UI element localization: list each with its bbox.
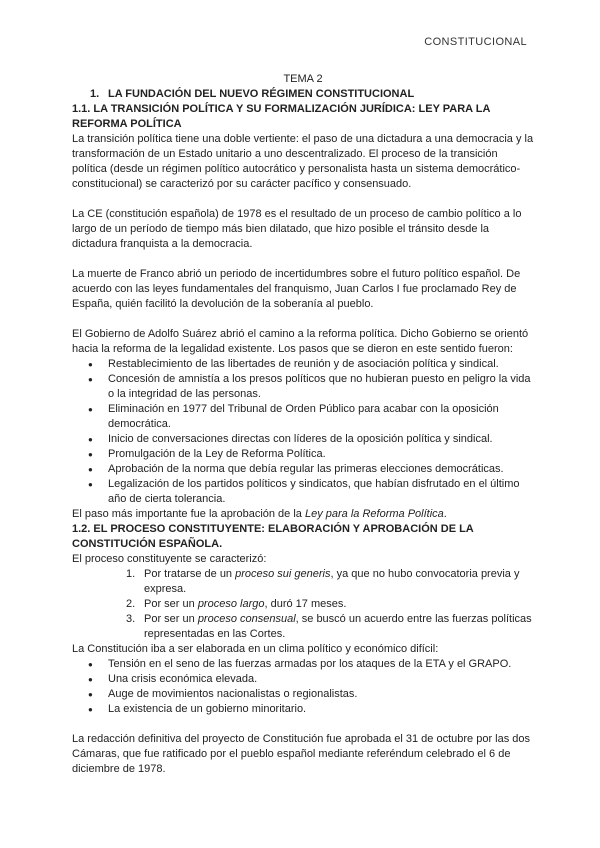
list-item: 1. Por tratarse de un proceso sui generis, ya que no hubo convocatoria previa y expresa. xyxy=(126,568,520,595)
list-item: ● Eliminación en 1977 del Tribunal de Orden Público para acabar con la oposición democrática. xyxy=(72,402,534,432)
paragraph-muerte-franco: La muerte de Franco abrió un periodo de incertidumbres sobre el futuro político español. De acuerdo con las leyes fundamentales del franquismo, Juan Carlos I fue proclamado Rey de España, quién facilitó la devolución de la soberanía al pueblo. xyxy=(72,268,521,310)
list-item: ● Legalización de los partidos políticos y sindicatos, que habían disfrutado en el último año de cierta tolerancia. xyxy=(72,477,534,507)
list-item: ● Restablecimiento de las libertades de reunión y de asociación política y sindical. xyxy=(72,357,534,372)
page-header: CONSTITUCIONAL xyxy=(424,36,527,48)
list-item: ● Tensión en el seno de las fuerzas armadas por los ataques de la ETA y el GRAPO. xyxy=(72,657,534,672)
list-item: 3. Por ser un proceso consensual, se buscó un acuerdo entre las fuerzas políticas representadas en las Cortes. xyxy=(126,613,532,640)
paragraph-paso-importante: El paso más importante fue la aprobación de la Ley para la Reforma Política. xyxy=(72,508,447,520)
list-item: ● Aprobación de la norma que debía regular las primeras elecciones democráticas. xyxy=(72,462,534,477)
characteristics-list xyxy=(72,567,534,642)
list-item: ● Inicio de conversaciones directas con líderes de la oposición política y sindical. xyxy=(72,432,534,447)
climate-list xyxy=(72,657,534,717)
subsection-heading-1-2: 1.2. EL PROCESO CONSTITUYENTE: ELABORACIÓN Y APROBACIÓN DE LA CONSTITUCIÓN ESPAÑOLA. xyxy=(72,523,474,550)
list-item: ● Una crisis económica elevada. xyxy=(72,672,534,687)
paragraph-redaccion-definitiva: La redacción definitiva del proyecto de Constitución fue aprobada el 31 de octubre por las dos Cámaras, que fue ratificado por el pueblo español mediante referéndum celebrado el 6 de diciembre de 1978. xyxy=(72,733,531,775)
reform-steps-list xyxy=(72,357,534,507)
law-title: Ley para la Reforma Política xyxy=(304,508,444,520)
paragraph-ce-1978: La CE (constitución española) de 1978 es el resultado de un proceso de cambio político a lo largo de un período de tiempo más bien dilatado, que hizo posible el tránsito desde la dictadura franquista a la democracia. xyxy=(72,208,522,250)
section-heading-1 xyxy=(72,87,534,102)
paragraph-proceso-constituyente: El proceso constituyente se caracterizó: xyxy=(72,553,267,565)
subsection-heading-1-1: 1.1. LA TRANSICIÓN POLÍTICA Y SU FORMALIZACIÓN JURÍDICA: LEY PARA LA REFORMA POLÍTICA xyxy=(72,103,491,130)
tema-title: TEMA 2 xyxy=(283,73,323,85)
list-item: ● La existencia de un gobierno minoritario. xyxy=(72,702,534,717)
list-item: ● Promulgación de la Ley de Reforma Política. xyxy=(72,447,534,462)
section-number: 1. xyxy=(90,88,100,100)
paragraph-clima: La Constitución iba a ser elaborada en un clima político y económico difícil: xyxy=(72,643,439,655)
paragraph-gobierno-suarez: El Gobierno de Adolfo Suárez abrió el camino a la reforma política. Dicho Gobierno se orientó hacia la reforma de la legalidad existente. Los pasos que se dieron en este sentido fueron: xyxy=(72,328,529,355)
list-item: 2. Por ser un proceso largo, duró 17 meses. xyxy=(126,598,347,610)
paragraph-transicion: La transición política tiene una doble vertiente: el paso de una dictadura a una democracia y la transformación de un Estado unitario a uno descentralizado. El proceso de la transición política (desde un régimen político autocrático y personalista hasta un sistema democrático-constitucional) se caracterizó por su carácter pacífico y consensuado. xyxy=(72,133,534,190)
document-body xyxy=(72,72,534,777)
list-item: ● Concesión de amnistía a los presos políticos que no hubieran puesto en peligro la vida o la integridad de las personas. xyxy=(72,372,534,402)
list-item: ● Auge de movimientos nacionalistas o regionalistas. xyxy=(72,687,534,702)
section-title: LA FUNDACIÓN DEL NUEVO RÉGIMEN CONSTITUCIONAL xyxy=(108,88,415,100)
